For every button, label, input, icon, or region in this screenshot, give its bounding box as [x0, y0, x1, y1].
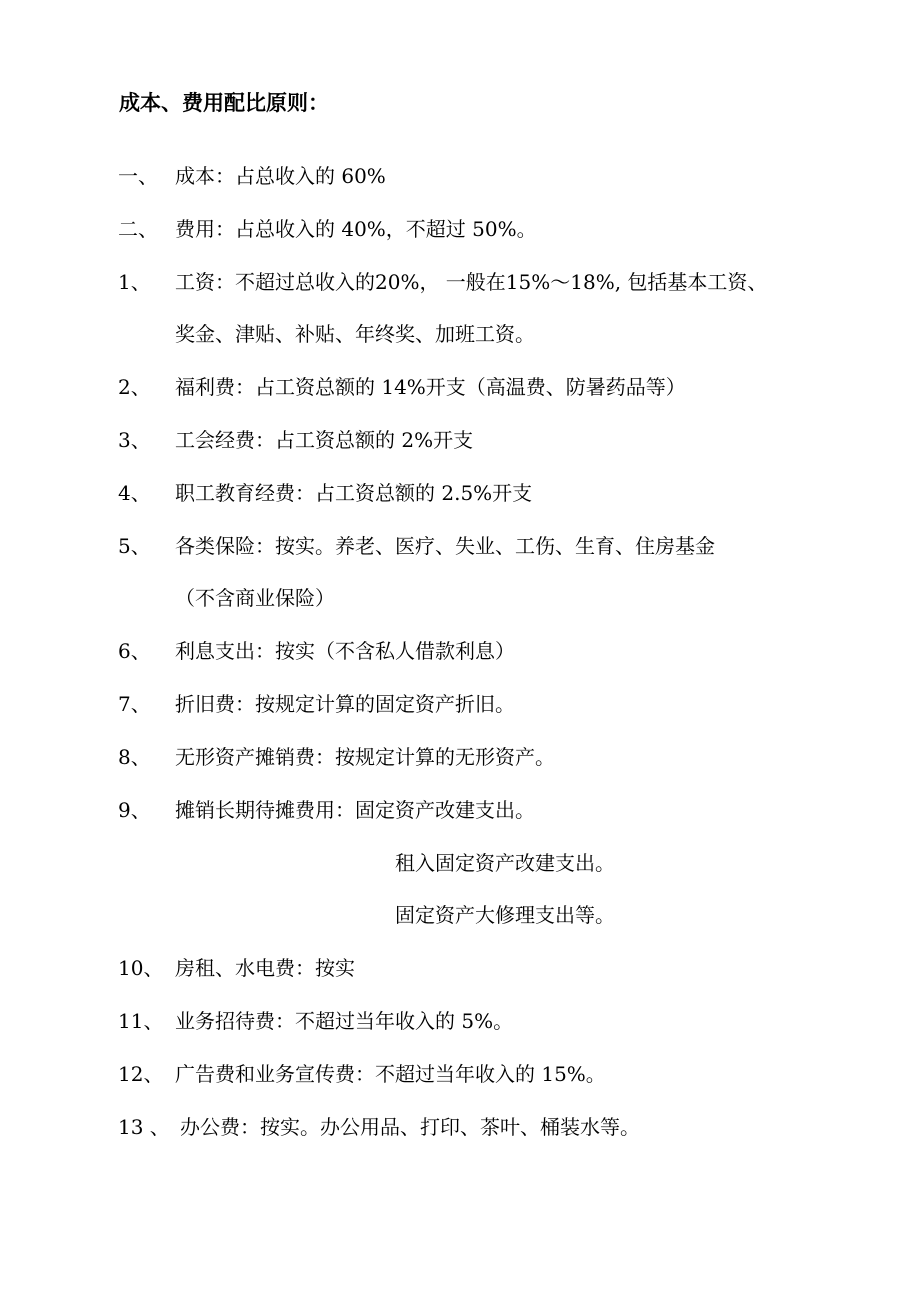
item-text: 业务招待费：不超过当年收入的 5%。 — [175, 1009, 514, 1033]
item-text: 广告费和业务宣传费：不超过当年收入的 15%。 — [175, 1062, 606, 1086]
list-item — [0, 1110, 920, 1144]
list-item-continuation — [0, 317, 920, 351]
list-item — [0, 793, 920, 827]
item-number: 12、 — [118, 1062, 164, 1086]
item-text: 房租、水电费：按实 — [175, 956, 355, 980]
item-number: 2、 — [118, 375, 151, 399]
list-item — [0, 159, 920, 193]
list-item — [0, 423, 920, 457]
item-number: 10、 — [118, 956, 164, 980]
item-number: 3、 — [118, 428, 151, 452]
item-text: 费用：占总收入的 40%，不超过 50%。 — [175, 217, 537, 241]
list-item — [0, 951, 920, 985]
item-continuation-text: （不含商业保险） — [175, 586, 335, 610]
list-item — [0, 687, 920, 721]
list-item — [0, 212, 920, 246]
item-number: 二、 — [118, 217, 158, 241]
item-continuation-text: 奖金、津贴、补贴、年终奖、加班工资。 — [175, 322, 535, 346]
item-number: 11、 — [118, 1009, 164, 1033]
item-text: 利息支出：按实（不含私人借款利息） — [175, 639, 515, 663]
item-text: 工资：不超过总收入的20%， 一般在15%～18%, 包括基本工资、 — [175, 270, 768, 294]
item-number: 13 、 — [118, 1115, 170, 1139]
list-item — [0, 370, 920, 404]
item-text: 福利费：占工资总额的 14%开支（高温费、防暑药品等） — [175, 375, 686, 399]
list-item — [0, 1057, 920, 1091]
item-number: 7、 — [118, 692, 151, 716]
item-number: 5、 — [118, 534, 151, 558]
item-text: 各类保险：按实。养老、医疗、失业、工伤、生育、住房基金 — [175, 534, 715, 558]
document-title: 成本、费用配比原则： — [119, 91, 329, 115]
list-item-sub — [0, 846, 920, 880]
item-number: 一、 — [118, 164, 158, 188]
item-number: 8、 — [118, 745, 151, 769]
item-text: 办公费：按实。办公用品、打印、茶叶、桶装水等。 — [180, 1115, 640, 1139]
item-number: 4、 — [118, 481, 151, 505]
list-item-sub — [0, 898, 920, 932]
list-item — [0, 529, 920, 563]
list-item — [0, 1004, 920, 1038]
list-item — [0, 740, 920, 774]
list-item — [0, 476, 920, 510]
item-text: 无形资产摊销费：按规定计算的无形资产。 — [175, 745, 555, 769]
item-text: 职工教育经费：占工资总额的 2.5%开支 — [175, 481, 533, 505]
item-number: 1、 — [118, 270, 151, 294]
item-number: 6、 — [118, 639, 151, 663]
item-text: 成本：占总收入的 60% — [175, 164, 386, 188]
item-sub-text: 固定资产大修理支出等。 — [395, 903, 615, 927]
list-item — [0, 634, 920, 668]
item-text: 工会经费：占工资总额的 2%开支 — [175, 428, 474, 452]
item-text: 摊销长期待摊费用：固定资产改建支出。 — [175, 798, 535, 822]
list-item — [0, 265, 920, 299]
item-number: 9、 — [118, 798, 151, 822]
item-sub-text: 租入固定资产改建支出。 — [395, 851, 615, 875]
item-text: 折旧费：按规定计算的固定资产折旧。 — [175, 692, 515, 716]
list-item-continuation — [0, 581, 920, 615]
